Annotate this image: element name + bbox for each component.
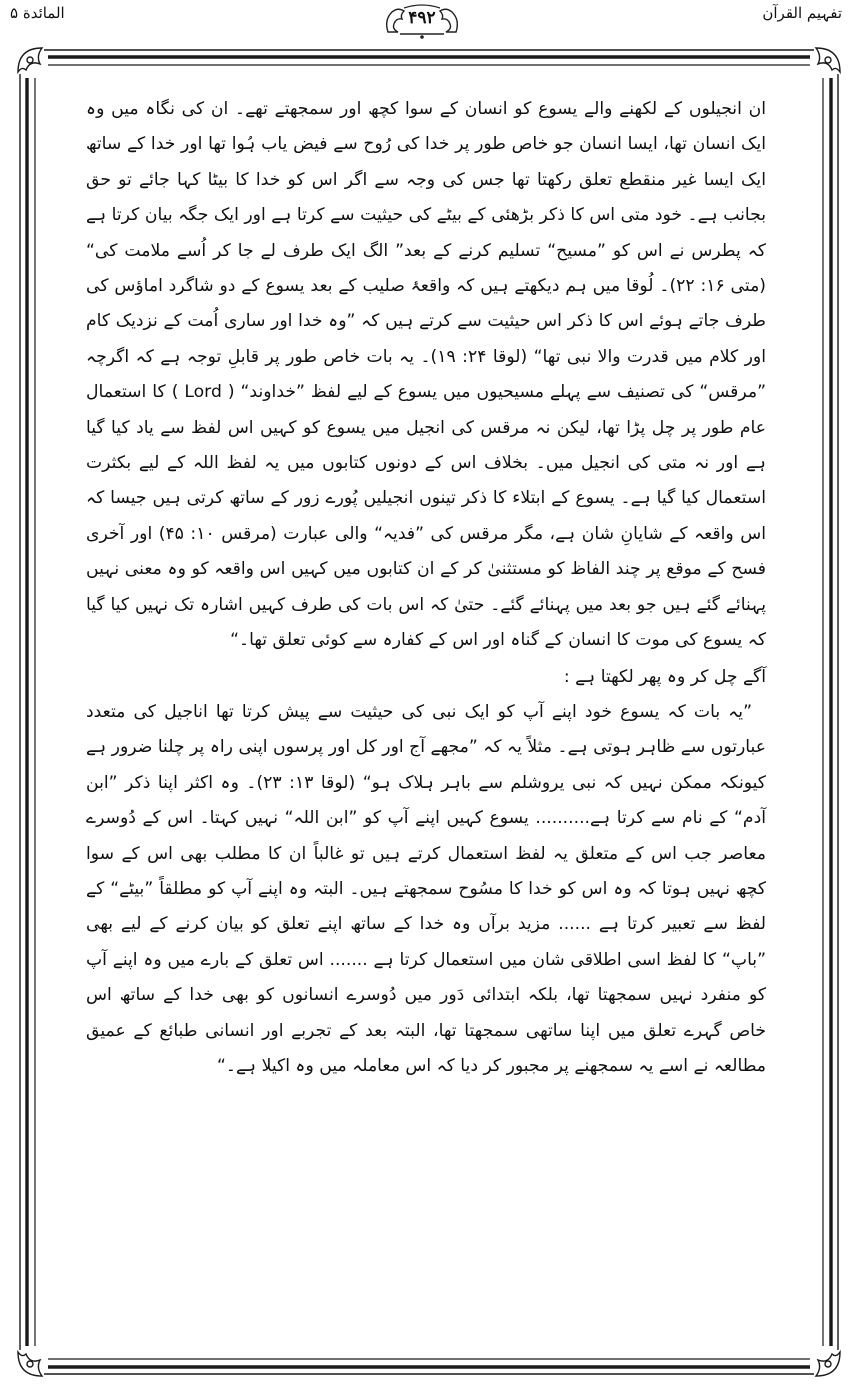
running-title-right: تفہیم القرآن <box>762 4 842 22</box>
running-title-left: المائدة ۵ <box>10 4 65 22</box>
paragraph-3: ”یہ بات کہ یسوع خود اپنے آپ کو ایک نبی کی حیثیت سے پیش کرتا تھا اناجیل کی متعدد عبارتوں سے ظاہر ہوتی ہے۔ مثلاً یہ کہ ”مجھے آج اور کل اور پرسوں اپنی راہ پر چلنا ضرور ہے کیونکہ ممکن نہیں کہ نبی یروشلم سے باہر ہلاک ہو“ (لوقا ۱۳: ۲۳)۔ وہ اکثر اپنا ذکر ”ابن آدم“ کے نام سے کرتا ہے.......... یسوع کہیں اپنے آپ کو ”ابن اللہ“ نہیں کہتا۔ اس کے دُوسرے معاصر جب اس کے متعلق یہ لفظ استعمال کرتے ہیں تو غالباً ان کا مطلب بھی اس کے سوا کچھ نہیں ہوتا کہ وہ اس کو خدا کا مسُوح سمجھتے ہیں۔ البتہ وہ اپنے آپ کو مطلقاً ”بیٹے“ کے لفظ سے تعبیر کرتا ہے ...... مزید برآں وہ خدا کے ساتھ اپنے تعلق کو بیان کرنے کے لیے بھی ”باپ“ کا لفظ اسی اطلاقی شان میں استعمال کرتا ہے ....... اس تعلق کے بارے میں وہ اپنے آپ کو منفرد نہیں سمجھتا تھا، بلکہ ابتدائی دَور میں دُوسرے انسانوں کو بھی خدا کے ساتھ اس خاص گہرے تعلق میں اپنا ساتھی سمجھتا تھا، البتہ بعد کے تجربے اور انسانی طبائع کے عمیق مطالعہ نے اسے یہ سمجھنے پر مجبور کر دیا کہ اس معاملہ میں وہ اکیلا ہے۔“ <box>86 701 766 1076</box>
paragraph-1: ان انجیلوں کے لکھنے والے یسوع کو انسان کے سوا کچھ اور سمجھتے تھے۔ ان کی نگاہ میں وہ ایک انسان تھا، ایسا انسان جو خاص طور پر خدا کی رُوح سے فیض یاب ہُوا تھا اور خدا کے ساتھ ایک ایسا غیر منقطع تعلق رکھتا تھا جس کی وجہ سے اگر اس کو خدا کا بیٹا کہا جائے تو حق بجانب ہے۔ خود متی اس کا ذکر بڑھئی کے بیٹے کی حیثیت سے کرتا ہے اور ایک جگہ بیان کرتا ہے کہ پطرس نے اس کو ”مسیح“ تسلیم کرنے کے بعد” الگ ایک طرف لے جا کر اُسے ملامت کی“ (متی ۱۶: ۲۲)۔ لُوقا میں ہم دیکھتے ہیں کہ واقعۂ صلیب کے بعد یسوع کے دو شاگرد اماؤس کی طرف جاتے ہوئے اس کا ذکر اس حیثیت سے کرتے ہیں کہ ”وہ خدا اور ساری اُمت کے نزدیک کام اور کلام میں قدرت والا نبی تھا“ (لوقا ۲۴: ۱۹)۔ یہ بات خاص طور پر قابلِ توجہ ہے کہ اگرچہ ”مرقس“ کی تصنیف سے پہلے مسیحیوں میں یسوع کے لیے لفظ ”خداوند“ ( Lord ) کا استعمال عام طور پر چل پڑا تھا، لیکن نہ مرقس کی انجیل میں یسوع کو کہیں اس لفظ سے یاد کیا گیا ہے اور نہ متی کی انجیل میں۔ بخلاف اس کے دونوں کتابوں میں یہ لفظ اللہ کے لیے بکثرت استعمال کیا گیا ہے۔ یسوع کے ابتلاء کا ذکر تینوں انجیلیں پُورے زور کے ساتھ کرتی ہیں جیسا کہ اس واقعہ کے شایانِ شان ہے، مگر مرقس کی ”فدیہ“ والی عبارت (مرقس ۱۰: ۴۵) اور آخری فسح کے موقع پر چند الفاظ کو مستثنیٰ کر کے ان کتابوں میں کہیں اس واقعہ کو وہ معنی نہیں پہنائے گئے ہیں جو بعد میں پہنائے گئے۔ حتیٰ کہ اس بات کی طرف کہیں اشارہ تک نہیں کیا گیا کہ یسوع کی موت کا انسان کے گناہ اور اس کے کفارہ سے کوئی تعلق تھا۔“ <box>86 99 767 651</box>
page-number: ۴۹۲ <box>408 8 436 28</box>
page-body <box>86 92 766 1084</box>
page-number-ornament <box>382 2 462 40</box>
paragraph-2: آگے چل کر وہ پھر لکھتا ہے : <box>563 666 766 687</box>
